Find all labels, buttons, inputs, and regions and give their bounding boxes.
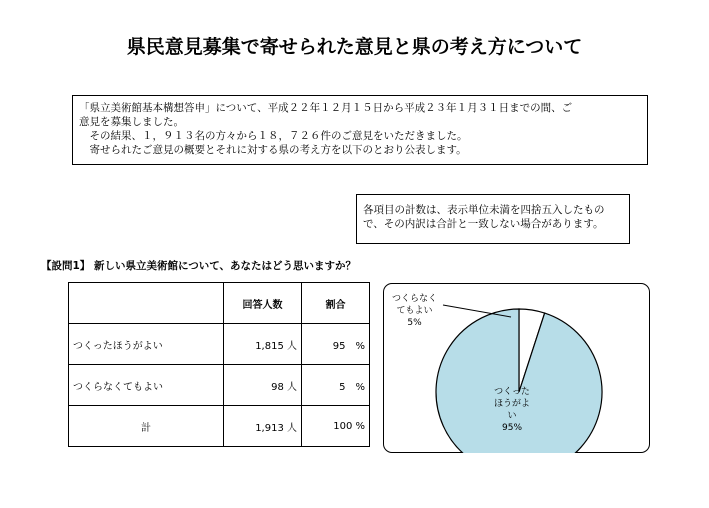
- total-label: 計: [69, 406, 224, 447]
- rounding-note-box: [356, 194, 630, 244]
- slice-label-line: てもよい: [396, 306, 433, 316]
- intro-box: [72, 95, 648, 165]
- slice-label-つくったほうがよい: [494, 386, 530, 434]
- slice-label-つくらなくてもよい: [392, 293, 437, 329]
- slice-label-line: 5%: [407, 318, 422, 328]
- note-line: で、その内訳は合計と一致しない場合があります。: [363, 218, 604, 230]
- slice-label-line: い: [507, 411, 517, 421]
- intro-line: 意見を募集しました。: [79, 116, 184, 128]
- response-table: [68, 282, 370, 447]
- slice-label-line: つくった: [494, 387, 530, 397]
- page-title: 県民意見募集で寄せられた意見と県の考え方について: [126, 36, 583, 58]
- total-count: 1,913 人: [224, 406, 302, 447]
- row-ratio: 95 %: [302, 324, 370, 365]
- table-row: [69, 324, 370, 365]
- slice-label-line: つくらなく: [392, 294, 438, 304]
- row-label: つくったほうがよい: [69, 324, 224, 365]
- intro-line: 「県立美術館基本構想答申」について、平成２２年１２月１５日から平成２３年１月３１日までの間、ご: [79, 102, 573, 114]
- table-header-row: [69, 283, 370, 324]
- question-heading: 【設問1】 新しい県立美術館について、あなたはどう思いますか？: [41, 260, 357, 272]
- header-ratio: 割合: [302, 283, 370, 324]
- table-row: [69, 365, 370, 406]
- header-empty-cell: [69, 283, 224, 324]
- total-ratio: 100 %: [302, 406, 370, 447]
- header-count: 回答人数: [224, 283, 302, 324]
- row-ratio: 5 %: [302, 365, 370, 406]
- table-total-row: [69, 406, 370, 447]
- slice-label-line: 95%: [502, 423, 523, 433]
- row-count: 1,815 人: [224, 324, 302, 365]
- note-line: 各項目の計数は、表示単位未満を四捨五入したもの: [363, 204, 605, 216]
- row-label: つくらなくてもよい: [69, 365, 224, 406]
- slice-label-line: ほうがよ: [494, 399, 531, 409]
- intro-line: その結果、１，９１３名の方々から１８，７２６件のご意見をいただきました。: [79, 130, 468, 142]
- intro-line: 寄せられたご意見の概要とそれに対する県の考え方を以下のとおり公表します。: [79, 144, 467, 156]
- row-count: 98 人: [224, 365, 302, 406]
